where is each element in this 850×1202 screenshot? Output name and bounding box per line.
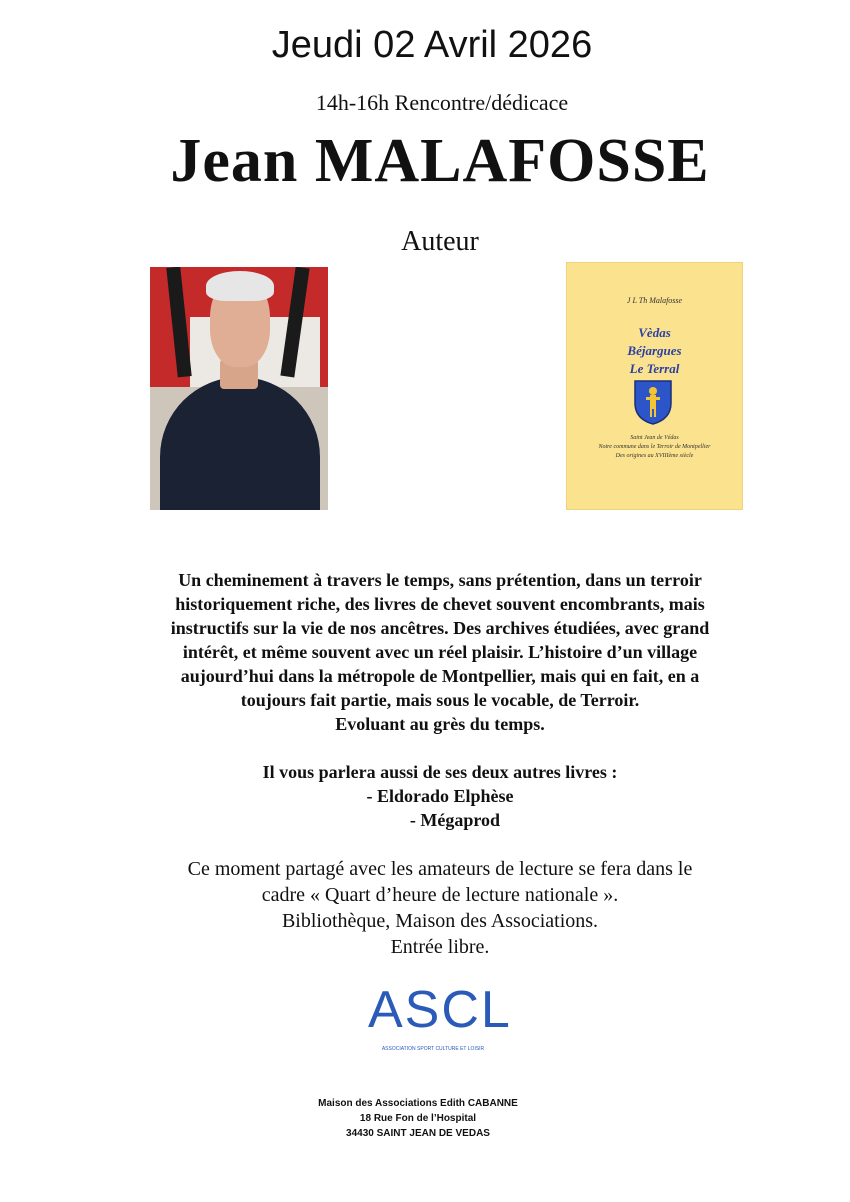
- author-role: Auteur: [401, 226, 479, 257]
- description: [100, 568, 780, 736]
- description-line: Evoluant au grès du temps.: [335, 714, 545, 734]
- book-title: [566, 324, 743, 378]
- address-line: Maison des Associations Edith CABANNE: [318, 1098, 518, 1109]
- coat-of-arms-icon: [633, 379, 673, 425]
- book-subtitle-line: Des origines au XVIIIème siècle: [615, 453, 694, 459]
- book-cover: [566, 262, 743, 510]
- description-line: intérêt, et même souvent avec un réel plaisir. L’histoire d’un village: [182, 642, 698, 662]
- book-subtitle-line: Saint Jean de Védas: [630, 435, 679, 441]
- logo-subtitle: ASSOCIATION SPORT CULTURE ET LOISIR: [381, 1046, 485, 1052]
- book-subtitle-line: Notre commune dans le Terroir de Montpellier: [598, 444, 711, 450]
- logo-text: ASCL: [368, 981, 512, 1039]
- other-books: [100, 760, 780, 832]
- book-title-line: Béjargues: [627, 343, 682, 358]
- address-line: 18 Rue Fon de l’Hospital: [359, 1113, 477, 1124]
- closing-line: Bibliothèque, Maison des Associations.: [281, 910, 599, 932]
- event-time-slot: 14h-16h Rencontre/dédicace: [315, 90, 569, 115]
- book-subtitle: [574, 434, 735, 461]
- other-book-item: - Eldorado Elphèse: [366, 786, 514, 806]
- closing-line: Entrée libre.: [390, 936, 490, 958]
- description-line: toujours fait partie, mais sous le vocable, de Terroir.: [240, 690, 640, 710]
- event-date: Jeudi 02 Avril 2026: [271, 24, 593, 66]
- description-line: historiquement riche, des livres de chevet souvent encombrants, mais: [175, 594, 705, 614]
- description-line: aujourd’hui dans la métropole de Montpellier, mais qui en fait, en a: [180, 666, 700, 686]
- book-title-line: Vèdas: [638, 325, 671, 340]
- ascl-logo: [368, 980, 512, 1060]
- address: [0, 1096, 836, 1141]
- author-photo: [150, 267, 328, 510]
- address-line: 34430 SAINT JEAN DE VEDAS: [346, 1128, 490, 1139]
- closing-text: [60, 856, 820, 960]
- other-books-intro: Il vous parlera aussi de ses deux autres livres :: [262, 762, 618, 782]
- description-line: Un cheminement à travers le temps, sans prétention, dans un terroir: [178, 570, 702, 590]
- other-book-item: - Mégaprod: [409, 810, 501, 830]
- author-name: Jean MALAFOSSE: [170, 127, 710, 195]
- book-author: J L Th Malafosse: [626, 296, 683, 305]
- description-line: instructifs sur la vie de nos ancêtres. Des archives étudiées, avec grand: [170, 618, 710, 638]
- closing-line: Ce moment partagé avec les amateurs de lecture se fera dans le: [187, 858, 693, 880]
- book-title-line: Le Terral: [629, 361, 680, 376]
- closing-line: cadre « Quart d’heure de lecture nationale ».: [261, 884, 619, 906]
